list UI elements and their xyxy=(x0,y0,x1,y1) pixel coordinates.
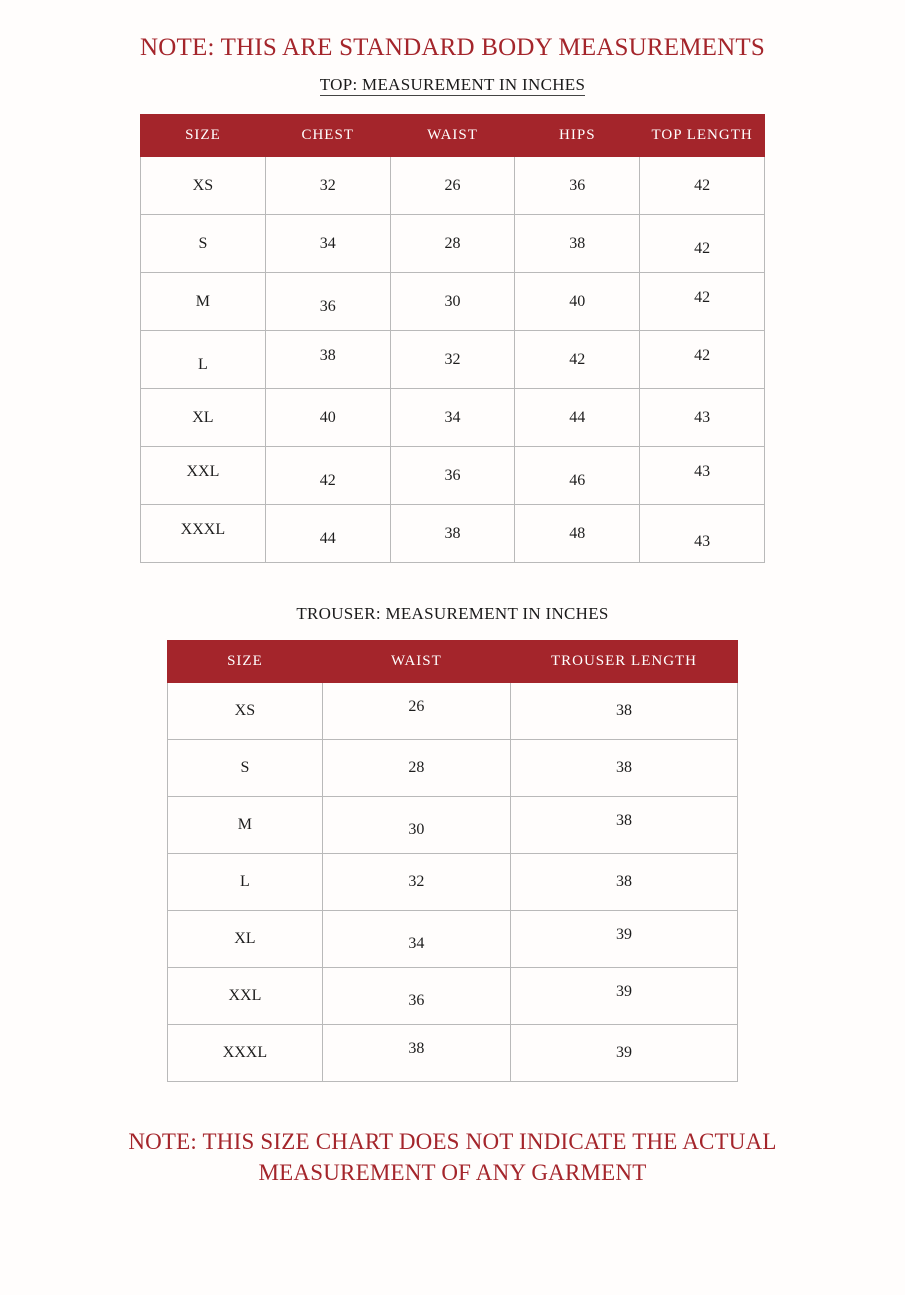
cell-top-length: 42 xyxy=(640,220,765,278)
cell-waist: 32 xyxy=(322,854,510,911)
cell-trouser-length: 39 xyxy=(510,907,737,964)
cell-trouser-length: 38 xyxy=(510,793,737,850)
table-row xyxy=(168,1025,738,1082)
cell-trouser-length: 38 xyxy=(510,683,737,740)
cell-waist: 28 xyxy=(322,740,510,797)
table-row xyxy=(141,157,765,215)
table-row xyxy=(168,683,738,740)
top-header-waist: WAIST xyxy=(390,115,515,157)
cell-waist: 32 xyxy=(390,331,515,389)
cell-chest: 42 xyxy=(265,452,390,510)
trouser-table-header-row xyxy=(168,641,738,683)
cell-trouser-length: 39 xyxy=(510,1025,737,1082)
table-row xyxy=(141,331,765,389)
trouser-measurement-table-wrapper xyxy=(167,640,738,1082)
cell-chest: 32 xyxy=(265,157,390,215)
top-measurement-table-wrapper xyxy=(140,114,765,563)
cell-size: XXL xyxy=(168,968,323,1025)
trouser-header-trouser-length: TROUSER LENGTH xyxy=(510,641,737,683)
cell-waist: 34 xyxy=(390,389,515,447)
cell-size: M xyxy=(141,273,266,331)
note-top: NOTE: THIS ARE STANDARD BODY MEASUREMENTS xyxy=(140,34,765,61)
cell-chest: 38 xyxy=(265,327,390,385)
cell-chest: 34 xyxy=(265,215,390,273)
top-table-header-row xyxy=(141,115,765,157)
note-bottom xyxy=(43,1126,863,1188)
cell-waist: 34 xyxy=(322,916,510,973)
cell-waist: 28 xyxy=(390,215,515,273)
trouser-header-waist: WAIST xyxy=(322,641,510,683)
top-measurement-table xyxy=(140,114,765,563)
table-row xyxy=(141,505,765,563)
cell-waist: 26 xyxy=(390,157,515,215)
table-row xyxy=(141,215,765,273)
table-row xyxy=(141,447,765,505)
cell-hips: 42 xyxy=(515,331,640,389)
cell-waist: 26 xyxy=(322,679,510,736)
cell-size: S xyxy=(168,740,323,797)
cell-size: XS xyxy=(141,157,266,215)
cell-size: XXL xyxy=(141,443,266,501)
cell-size: XS xyxy=(168,683,323,740)
table-row xyxy=(168,911,738,968)
cell-size: L xyxy=(141,336,266,394)
table-row xyxy=(168,854,738,911)
cell-trouser-length: 38 xyxy=(510,854,737,911)
trouser-header-size: SIZE xyxy=(168,641,323,683)
cell-top-length: 43 xyxy=(640,389,765,447)
table-row xyxy=(141,273,765,331)
top-section-title-text: TOP: MEASUREMENT IN INCHES xyxy=(319,75,586,94)
cell-size: L xyxy=(168,854,323,911)
cell-trouser-length: 38 xyxy=(510,740,737,797)
table-row xyxy=(168,968,738,1025)
cell-top-length: 42 xyxy=(640,327,765,385)
cell-waist: 36 xyxy=(390,447,515,505)
cell-top-length: 42 xyxy=(640,269,765,327)
table-row xyxy=(168,740,738,797)
cell-size: XL xyxy=(168,911,323,968)
cell-waist: 38 xyxy=(390,505,515,563)
trouser-section-title: TROUSER: MEASUREMENT IN INCHES xyxy=(296,604,609,623)
cell-waist: 38 xyxy=(322,1021,510,1078)
cell-hips: 48 xyxy=(515,505,640,563)
cell-waist: 36 xyxy=(322,973,510,1030)
table-row xyxy=(141,389,765,447)
cell-size: M xyxy=(168,797,323,854)
cell-top-length: 42 xyxy=(640,157,765,215)
cell-hips: 40 xyxy=(515,273,640,331)
cell-chest: 36 xyxy=(265,278,390,336)
cell-top-length: 43 xyxy=(640,443,765,501)
cell-waist: 30 xyxy=(390,273,515,331)
cell-size: XXXL xyxy=(141,501,266,559)
cell-hips: 36 xyxy=(515,157,640,215)
cell-size: XL xyxy=(141,389,266,447)
trouser-measurement-table xyxy=(167,640,738,1082)
top-header-chest: CHEST xyxy=(265,115,390,157)
cell-hips: 46 xyxy=(515,452,640,510)
top-section-title xyxy=(0,75,905,95)
cell-trouser-length: 39 xyxy=(510,964,737,1021)
table-row xyxy=(168,797,738,854)
top-table-body xyxy=(141,157,765,563)
cell-hips: 38 xyxy=(515,215,640,273)
cell-chest: 40 xyxy=(265,389,390,447)
top-header-hips: HIPS xyxy=(515,115,640,157)
top-header-top-length: TOP LENGTH xyxy=(640,115,765,157)
trouser-table-body xyxy=(168,683,738,1082)
cell-size: XXXL xyxy=(168,1025,323,1082)
cell-waist: 30 xyxy=(322,802,510,859)
top-table-head xyxy=(141,115,765,157)
trouser-table-head xyxy=(168,641,738,683)
cell-top-length: 43 xyxy=(640,513,765,571)
cell-hips: 44 xyxy=(515,389,640,447)
cell-size: S xyxy=(141,215,266,273)
cell-chest: 44 xyxy=(265,510,390,568)
top-header-size: SIZE xyxy=(141,115,266,157)
note-bottom-line1: NOTE: THIS SIZE CHART DOES NOT INDICATE THE ACTUAL xyxy=(128,1129,777,1154)
note-bottom-line2: MEASUREMENT OF ANY GARMENT xyxy=(258,1160,647,1186)
